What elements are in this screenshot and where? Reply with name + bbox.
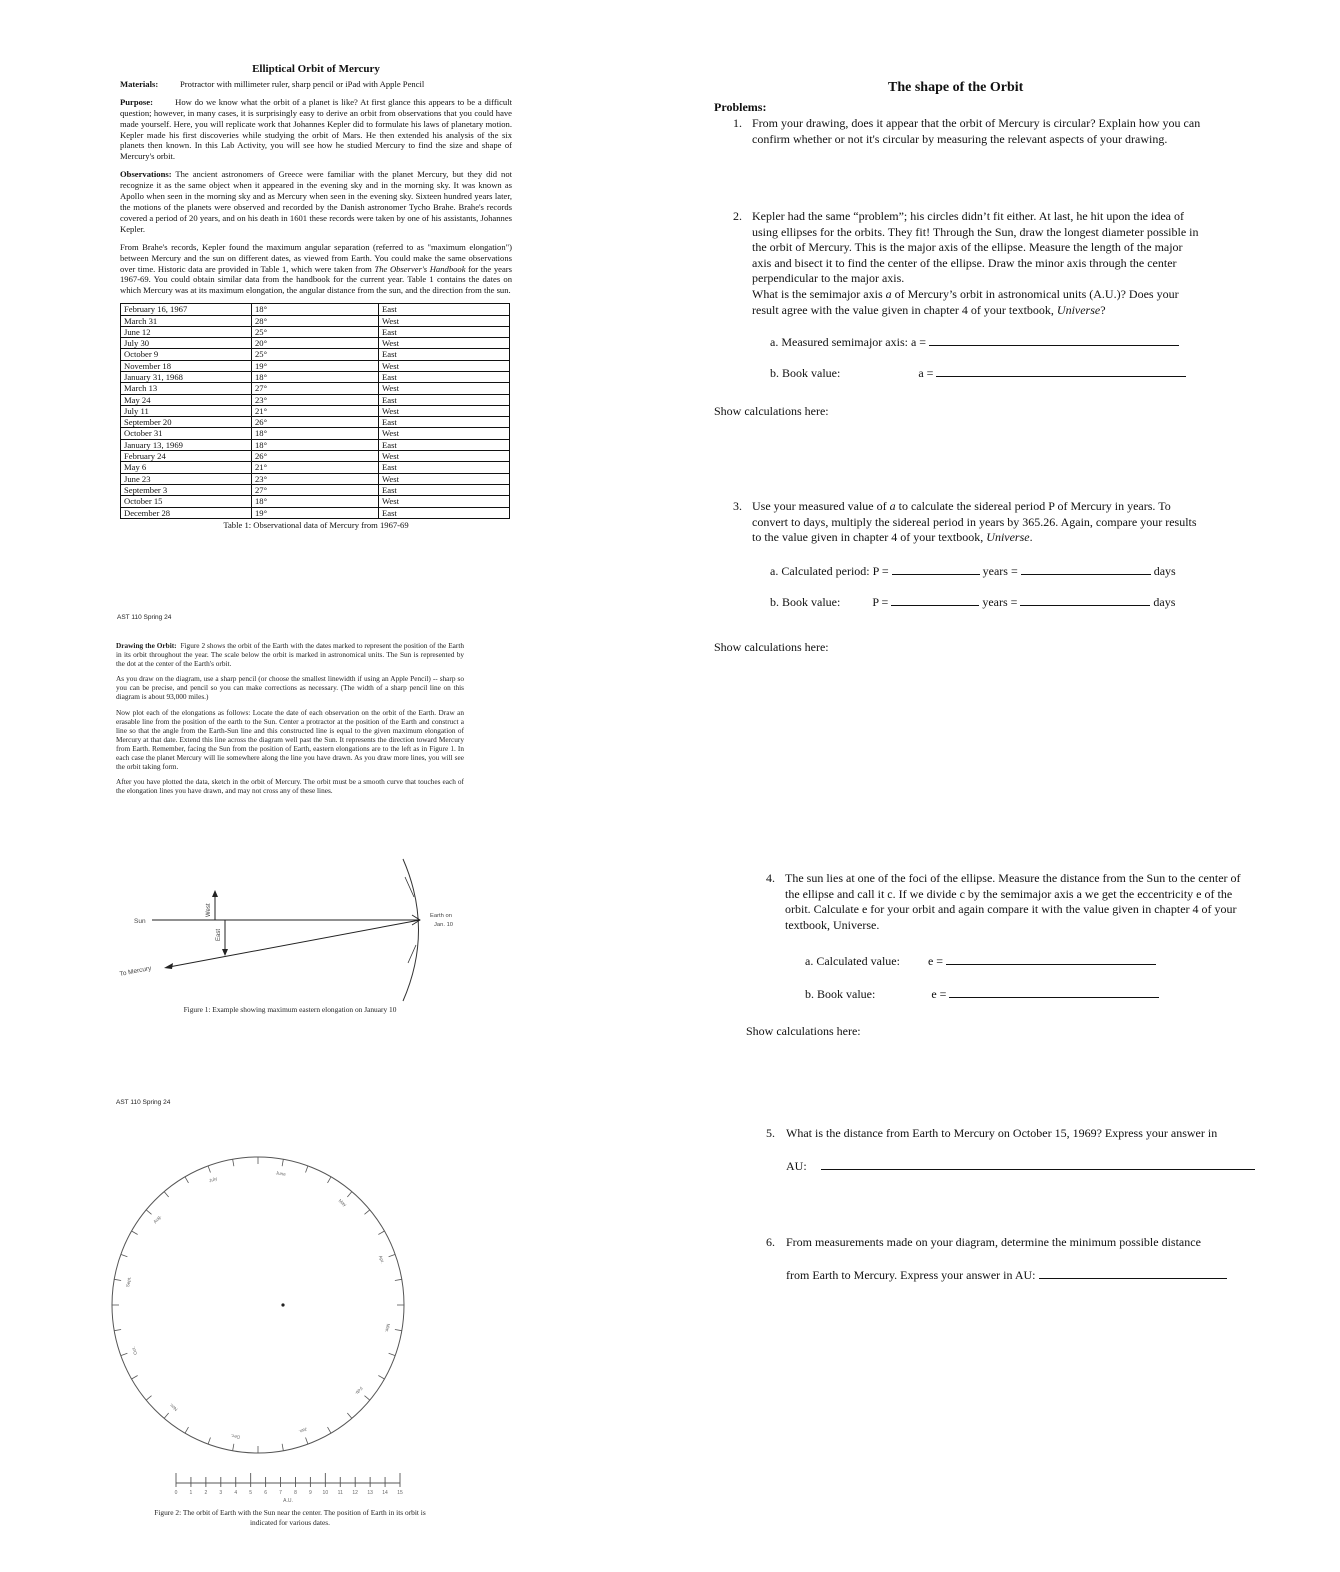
orbit-tick [306,1437,308,1444]
materials-row [120,79,512,90]
earth-label-line2: Jan. 10 [434,922,454,928]
scale-tick-label: 11 [337,1490,343,1496]
orbit-tick [208,1166,210,1173]
q3-text-2: to calculate the sidereal period P of Mercury in years. To convert to days, multiply the sidereal period in years by 365.26. Again, compare your results to the value given in chapter 4 of your textbook, [752,499,1197,545]
q2-variable: a [885,286,892,301]
direction-cell: East [379,462,510,473]
scale-tick-label: 0 [174,1490,178,1496]
scale-tick-label: 1 [189,1490,193,1496]
q5-text: What is the distance from Earth to Mercury on October 15, 1969? Express your answer in [786,1126,1218,1140]
east-label: East [216,928,222,941]
orbit-tick [364,1210,369,1214]
q2-text: Kepler had the same “problem”; his circles didn’t fit either. At last, he hit upon the idea of using ellipses for the orbits. They fit! Through the Sun, draw the longest diameter possible in the orbit of Mercury. This is the major axis of the ellipse. Measure the length of the major axis and bisect it to find the center of the ellipse. Draw the minor axis through the center perpendicular to the major axis. [752,209,1199,286]
q4b-label: b. Book value: [805,987,876,1001]
q6-answer-line[interactable] [1039,1266,1227,1279]
table-row [121,496,510,507]
scale-tick-label: 3 [219,1490,223,1496]
angle-cell: 23° [252,473,379,484]
q4a-eq: e = [927,954,944,968]
direction-cell: East [379,349,510,360]
orbit-tick [164,1413,168,1418]
orbit-tick [146,1396,151,1400]
q3-body: Use your measured value of a to calculate the sidereal period P of Mercury in years. To convert to days, multiply the sidereal period in years by 365.26. Again, compare your results to the value given in chapter 4 of your textbook, Universe. [752,499,1197,545]
angle-cell: 18° [252,372,379,383]
q3b-eq: P = [872,595,889,609]
figure-2-caption-line2: indicated for various dates. [249,1517,331,1527]
table-row [121,326,510,337]
orbit-tick [395,1279,402,1280]
purpose-paragraph [120,97,512,162]
course-tag-2: AST 110 Spring 24 [116,1099,171,1106]
q3-universe: Universe [986,530,1030,545]
orbit-tick [408,945,416,963]
orbit-tick [306,1166,308,1173]
q5-au-label: AU: [786,1159,807,1173]
angle-cell: 19° [252,360,379,371]
month-label: Nov. [168,1402,179,1413]
table-row [121,338,510,349]
orbit-tick [389,1353,396,1355]
q2b-row [770,364,1186,382]
direction-cell: West [379,315,510,326]
angle-cell: 25° [252,326,379,337]
figure-1-elongation-diagram [112,855,482,1005]
q6-text-2: from Earth to Mercury. Express your answer in AU: [786,1268,1036,1282]
scale-unit-label: A.U. [283,1498,293,1504]
q4b-eq: e = [931,987,947,1001]
orbit-tick [185,1427,189,1433]
scale-tick-label: 2 [204,1490,208,1496]
month-label: Sept. [125,1276,132,1288]
q6-answer-row [786,1266,1227,1284]
table-row [121,315,510,326]
date-cell: September 3 [121,484,252,495]
q1-text: From your drawing, does it appear that the orbit of Mercury is circular? Explain how you can confirm whether or not it's circular by measuring the relevant aspects of your drawing. [752,116,1201,146]
date-cell: July 11 [121,405,252,416]
materials-label: Materials: [120,78,159,89]
q2-universe: Universe [1056,302,1101,317]
orbit-tick [132,1376,138,1380]
direction-cell: West [379,473,510,484]
date-cell: September 20 [121,417,252,428]
angle-cell: 18° [252,304,379,315]
date-cell: May 24 [121,394,252,405]
scale-tick-label: 4 [234,1490,238,1496]
sun-label: Sun [134,918,146,925]
direction-cell: East [379,439,510,450]
west-arrowhead [212,890,218,897]
earth-label-line1: Earth on [430,913,452,919]
q5-answer-line[interactable] [821,1157,1255,1170]
month-label: Oct. [130,1345,139,1356]
angle-cell: 23° [252,394,379,405]
table-row [121,405,510,416]
direction-cell: West [379,360,510,371]
table-row [121,304,510,315]
mercury-arrowhead [164,963,173,969]
angle-cell: 20° [252,338,379,349]
table-row [121,507,510,518]
scale-tick-label: 15 [397,1490,403,1496]
problems-label: Problems: [714,100,767,114]
orbit-tick [185,1177,189,1183]
orbit-tick [364,1396,369,1400]
table-row [121,360,510,371]
orbit-date-ticks [112,1157,404,1453]
date-cell: January 13, 1969 [121,439,252,450]
q1-number: 1. [733,116,742,130]
observations-paragraph [120,169,512,234]
q5-number: 5. [766,1126,775,1140]
scale-tick-label: 13 [367,1490,373,1496]
orbit-tick [114,1329,121,1330]
q2b-answer-line[interactable] [936,364,1186,377]
direction-cell: West [379,451,510,462]
direction-cell: East [379,304,510,315]
q4-text: The sun lies at one of the foci of the ellipse. Measure the distance from the Sun to the center of the ellipse and call it c. If we divide c by the semimajor axis a we get the eccentricity e of the orbit. Calculate e for your orbit and again compare it with the value given in chapter 4 of your textbook, Universe. [785,871,1241,932]
orbit-tick [282,1159,283,1166]
angle-cell: 25° [252,349,379,360]
pencil-paragraph: As you draw on the diagram, use a sharp pencil (or choose the smallest linewidth if using an Apple Pencil) -- sharp so you can be precise, and pencil so you can make corrections as necessary. (The width of a sharp pencil line on this diagram is about 93,000 miles.) [116,674,464,702]
orbit-tick [233,1159,234,1166]
observations-label: Observations: [120,169,172,180]
date-cell: March 13 [121,383,252,394]
date-cell: June 12 [121,326,252,337]
q2b-label: b. Book value: [770,366,841,380]
date-cell: July 30 [121,338,252,349]
q4a-label: a. Calculated value: [805,954,900,968]
date-cell: January 31, 1968 [121,372,252,383]
angle-cell: 27° [252,383,379,394]
scale-tick-label: 14 [382,1490,388,1496]
east-arrowhead [222,949,228,956]
scale-tick-label: 10 [322,1490,329,1496]
table-row [121,473,510,484]
orbit-tick [389,1254,396,1256]
angle-cell: 18° [252,439,379,450]
direction-cell: East [379,417,510,428]
table-row [121,417,510,428]
angle-cell: 28° [252,315,379,326]
q6-text: From measurements made on your diagram, determine the minimum possible distance [786,1235,1201,1249]
table-row [121,372,510,383]
west-label: West [206,903,212,917]
direction-cell: East [379,326,510,337]
table-row [121,428,510,439]
month-label: Apr. [377,1254,386,1265]
q4b-row [805,985,1159,1003]
table-row [121,439,510,450]
scale-tick-label: 6 [264,1490,267,1496]
q3-text-1: Use your measured value of [752,499,890,513]
scale-tick-label: 7 [279,1490,282,1496]
angle-cell: 21° [252,405,379,416]
date-cell: November 18 [121,360,252,371]
figure-1-caption: Figure 1: Example showing maximum eastern elongation on January 10 [183,1005,397,1014]
direction-cell: East [379,394,510,405]
to-mercury-label: To Mercury [119,964,152,978]
brahe-book-title: The Observer's Handbook [374,263,466,274]
drawing-text: Figure 2 shows the orbit of the Earth with the dates marked to represent the position of the Earth in its orbit throughout the year. The scale below the orbit is marked in astronomical units. The Sun is represented by the dot at the center of the Earth's orbit. [116,641,464,669]
q4-number: 4. [766,871,775,885]
q3b-row [770,593,1175,611]
orbit-tick [378,1376,384,1380]
q4b-answer-line[interactable] [949,985,1159,998]
purpose-text: How do we know what the orbit of a planet is like? At first glance this appears to be a difficult question; however, in many cases, it is surprisingly easy to derive an orbit from observations that you could have made yourself. Here, you will replicate work that Johannes Kepler did to formulate his laws of planetary motion. Kepler made his first discoveries while studying the orbit of Mars. He then extended his analysis of the six planets then known. In this Lab Activity, you will see how he studied Mercury to find the size and shape of Mercury's orbit. [120,96,512,162]
drawing-paragraph [116,641,464,668]
q2-number: 2. [733,209,742,223]
q3a-days: days [1153,564,1176,578]
q6-number: 6. [766,1235,775,1249]
q2-text-b1: What is the semimajor axis [752,286,886,301]
earth-orbit-circle [112,1157,404,1453]
q2-text-b2: of Mercury’s orbit in astronomical units (A.U.)? Does your result agree with the value given in chapter 4 of your textbook, [752,286,1179,317]
observation-table [120,303,510,519]
orbit-tick [132,1231,138,1235]
date-cell: October 15 [121,496,252,507]
au-scale-bar [175,1473,403,1504]
figure-2-caption-line1: Figure 2: The orbit of Earth with the Sun near the center. The position of Earth in its orbit is [154,1508,426,1517]
direction-cell: East [379,484,510,495]
direction-cell: East [379,507,510,518]
angle-cell: 27° [252,484,379,495]
orbit-tick [233,1444,234,1451]
q3b-days-line[interactable] [1020,593,1150,606]
q3b-years-line[interactable] [891,593,979,606]
date-cell: May 6 [121,462,252,473]
direction-cell: West [379,338,510,349]
month-label: June [275,1170,287,1177]
table-row [121,383,510,394]
drawing-instructions-section [116,641,464,795]
q3-show-calculations: Show calculations here: [714,640,829,654]
figure-2-earth-orbit [110,1145,450,1505]
date-cell: March 31 [121,315,252,326]
date-cell: February 24 [121,451,252,462]
brahe-text-2: for the years 1967-69. You could obtain similar data from the handbook for the current year. Table 1 contains the dates on which Mercury was at its maximum elongation, the angular distance from the sun, and the direction from the sun. [120,263,512,296]
q3-variable: a [889,499,896,513]
direction-cell: West [379,428,510,439]
scale-tick-label: 9 [309,1490,312,1496]
angle-cell: 18° [252,496,379,507]
scale-tick-label: 8 [294,1490,297,1496]
q2b-eq: a = [918,366,934,380]
course-tag: AST 110 Spring 24 [117,614,172,621]
q4a-row [805,952,1156,970]
month-label: Jan. [298,1426,308,1435]
date-cell: June 23 [121,473,252,484]
plot-paragraph: Now plot each of the elongations as follows: Locate the date of each observation on the orbit of the Earth. Draw an erasable line from the position of the earth to the Sun. Center a protractor at the position of the Earth and construct a line so that the angle from the Earth-Sun line and this constructed line is equal to the given maximum elongation of Mercury at that date. Extend this line across the diagram well past the Sun. It represents the direction toward Mercury from Earth. Remember, facing the Sun from the position of Earth, eastern elongations are to the left as in Figure 1. In each case the planet Mercury will lie somewhere along the line you have drawn. As you draw more lines, you will see the orbit taking form. [116,707,464,772]
q3a-years-line[interactable] [892,562,980,575]
sun-dot [281,1303,284,1306]
q3b-years-eq: years = [982,595,1018,609]
figure-2-caption [120,1508,460,1527]
q2a-answer-line[interactable] [929,333,1179,346]
scale-tick-label: 5 [249,1490,253,1496]
month-label: July [208,1175,218,1184]
q2-show-calculations: Show calculations here: [714,404,829,418]
q4a-answer-line[interactable] [946,952,1156,965]
q2a-label: a. Measured semimajor axis: a = [770,335,927,349]
orbit-tick [395,1329,402,1330]
table-caption: Table 1: Observational data of Mercury from 1967-69 [223,519,409,530]
orbit-tick [378,1231,384,1235]
materials-text: Protractor with millimeter ruler, sharp pencil or iPad with Apple Pencil [180,78,425,89]
table-row [121,394,510,405]
orbit-shape-title: The shape of the Orbit [888,80,1024,95]
orbit-tick [121,1353,128,1355]
drawing-label: Drawing the Orbit: [116,641,177,650]
q3a-label: a. Calculated period: P = [770,564,889,578]
table-row [121,451,510,462]
direction-cell: West [379,383,510,394]
brahe-text-1: From Brahe's records, Kepler found the maximum angular separation (referred to as "maximum elongation") between Mercury and the sun on different dates, as viewed from Earth. You could make the same observations over time. Historic data are provided in Table 1, which were taken from [120,241,512,274]
orbit-tick [114,1279,121,1280]
lab-intro-section [120,64,512,531]
q5-answer-row [786,1157,1255,1175]
date-cell: October 9 [121,349,252,360]
purpose-label: Purpose: [120,96,153,107]
orbit-tick [208,1437,210,1444]
lab-title: Elliptical Orbit of Mercury [252,63,380,75]
date-cell: October 31 [121,428,252,439]
date-cell: December 28 [121,507,252,518]
q3a-days-line[interactable] [1021,562,1151,575]
orbit-tick [164,1192,168,1197]
after-paragraph: After you have plotted the data, sketch in the orbit of Mercury. The orbit must be a smooth curve that touches each of the elongation lines you have drawn, and may not cross any of these lines. [116,777,464,796]
angle-cell: 18° [252,428,379,439]
brahe-paragraph [120,242,512,297]
observations-text: The ancient astronomers of Greece were familiar with the planet Mercury, but they did not recognize it as the same object when it appeared in the evening sky and in the morning sky. It was known as Apollo when seen in the morning sky and as Mercury when seen in the evening sky. Sixteen hundred years later, the motions of the planets were observed and recorded by the Danish astronomer Tycho Brahe. Brahe's records covered a period of 20 years, and on his death in 1601 these records were taken by one of his assistants, Johannes Kepler. [120,169,513,234]
orbit-tick [347,1192,351,1197]
q2a-row [770,333,1179,351]
date-cell: February 16, 1967 [121,304,252,315]
scale-tick-label: 12 [352,1490,358,1496]
table-row [121,349,510,360]
angle-cell: 26° [252,417,379,428]
q2-body: Kepler had the same “problem”; his circles didn’t fit either. At last, he hit upon the idea of using ellipses for the orbits. They fit! Through the Sun, draw the longest diameter possible in the orbit of Mercury. This is the major axis of the ellipse. Measure the length of the major axis and bisect it to find the center of the ellipse. Draw the minor axis through the center perpendicular to the major axis. What is the semimajor axis a of Mercury’s orbit in astronomical units (A.U.)? Does your result agree with the value given in chapter 4 of your textbook, Universe? [752,209,1199,317]
month-label: Mar. [384,1323,391,1334]
direction-cell: West [379,496,510,507]
angle-cell: 19° [252,507,379,518]
orbit-tick [328,1427,332,1433]
month-label: Aug. [152,1213,163,1225]
orbit-tick [146,1210,151,1214]
month-label: Dec. [230,1433,241,1440]
q3a-row [770,562,1176,580]
orbit-tick [121,1254,128,1256]
angle-cell: 26° [252,451,379,462]
orbit-tick [328,1177,332,1183]
orbit-tick [347,1413,351,1418]
orbit-month-labels [125,1170,391,1440]
month-label: May [337,1198,348,1208]
direction-cell: East [379,372,510,383]
q3a-years-eq: years = [982,564,1018,578]
q3-number: 3. [733,499,742,513]
direction-cell: West [379,405,510,416]
month-label: Feb. [353,1385,364,1396]
q3b-label: b. Book value: [770,595,841,609]
earth-orbit-arc [403,859,419,1001]
orbit-tick [282,1444,283,1451]
angle-cell: 21° [252,462,379,473]
table-row [121,484,510,495]
table-row [121,462,510,473]
q4-show-calculations: Show calculations here: [746,1024,861,1038]
earth-mercury-line [169,920,420,967]
q3b-days: days [1153,595,1176,609]
